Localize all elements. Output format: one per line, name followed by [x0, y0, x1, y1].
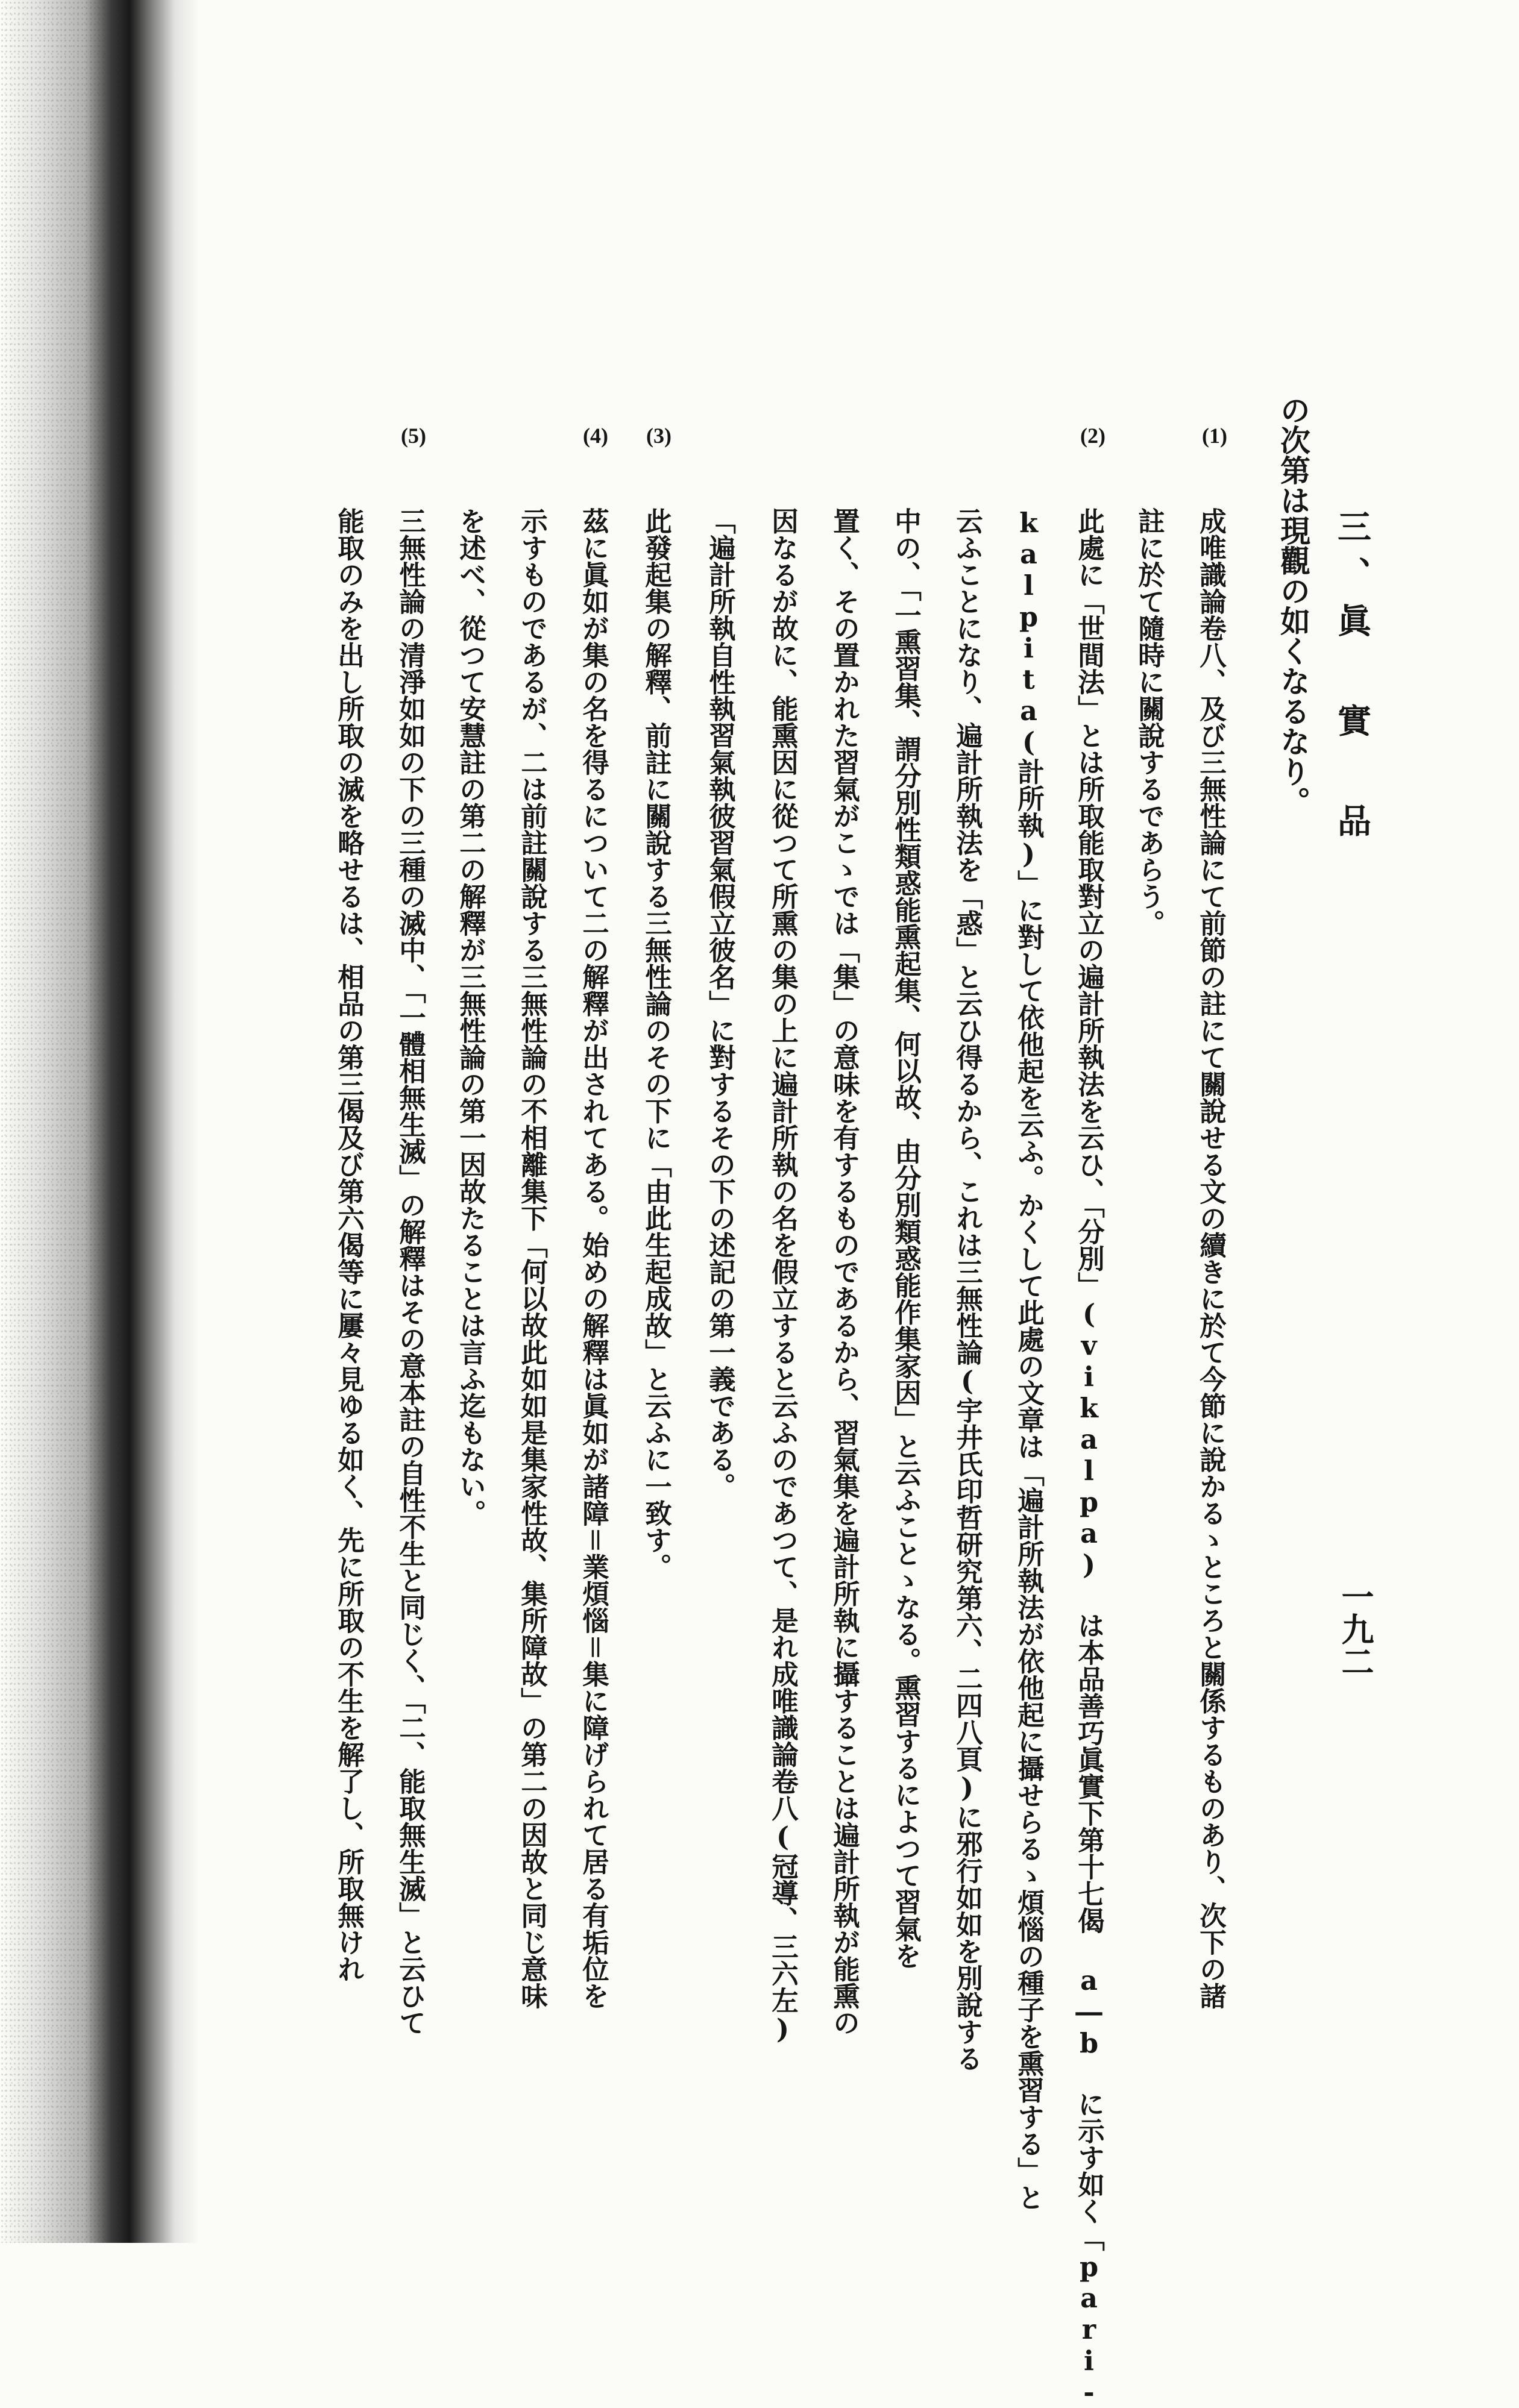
- note-text-column: 茲に眞如が集の名を得るについて二の解釋が出されてある。始めの解釋は眞如が諸障＝業煩惱＝集に障げられて居る有垢位を: [577, 507, 609, 2009]
- note-text-column: 註に於て隨時に關說するであらう。: [1133, 507, 1165, 936]
- note-number-2: (2): [1080, 424, 1105, 448]
- note-text-column: 因なるが故に、能熏因に從つて所熏の集の上に遍計所執の名を假立すると云ふのであつて、是れ成唯識論卷八(冠導、三六左): [767, 507, 799, 2045]
- lead-line: の次第は現觀の如くなるなり。: [1275, 395, 1311, 817]
- note-number-1: (1): [1202, 424, 1227, 448]
- running-title: 三、眞 實 品: [1332, 509, 1372, 850]
- note-text-column: 「遍計所執自性執習氣執彼習氣假立彼名」に對するその下の述記の第一義である。: [704, 507, 736, 1500]
- note-text-column: kalpita(計所執)」に對して依他起を云ふ。かくして此處の文章は「遍計所執法が依他起に攝せらるゝ煩惱の種子を熏習する」と: [1013, 507, 1045, 2211]
- note-text-column: 中の、「一熏習集、謂分別性類惑能熏起集、何以故、由分別類惑能作集家因」と云ふことゝなる。熏習するによつて習氣を: [890, 507, 922, 1969]
- note-text-column: 能取のみを出し所取の滅を略せるは、相品の第三偈及び第六偈等に屢々見ゆる如く、先に所取の不生を解了し、所取無けれ: [333, 507, 365, 1983]
- note-text-column: 示すものであるが、二は前註關說する三無性論の不相離集下「何以故此如如是集家性故、集所障故」の第二の因故と同じ意味: [516, 507, 548, 2009]
- note-text-column: 置く、その置かれた習氣がこゝでは「集」の意味を有するものであるから、習氣集を遍計所執に攝することは遍計所執が能熏の: [828, 507, 860, 2036]
- note-number-3: (3): [646, 424, 671, 448]
- page-number: 一九二: [1336, 1580, 1375, 1678]
- scan-gutter-noise: [0, 0, 121, 2243]
- note-text-column: 此處に「世間法」とは所取能取對立の遍計所執法を云ひ、「分別」(vikalpa) は本品善巧眞實下第十七偈 a―b に示す如く「pari-: [1073, 507, 1105, 2408]
- note-number-5: (5): [401, 424, 426, 448]
- note-text-column: 云ふことになり、遍計所執法を「惑」と云ひ得るから、これは三無性論(宇井氏印哲研究第六、二四八頁)に邪行如如を別說する: [951, 507, 983, 2072]
- note-number-4: (4): [583, 424, 608, 448]
- note-text-column: 三無性論の清淨如如の下の三種の滅中、「一體相無生滅」の解釋はその意本註の自性不生と同じく、「二、能取無生滅」と云ひて: [394, 507, 426, 2036]
- note-text-column: 成唯識論卷八、及び三無性論にて前節の註にて關說せる文の續きに於て今節に說かるゝところと關係するものあり、次下の諸: [1195, 507, 1227, 2009]
- note-text-column: を述べ、從つて安慧註の第二の解釋が三無性論の第一因故たることは言ふ迄もない。: [454, 507, 486, 1526]
- note-text-column: 此發起集の解釋、前註に關說する三無性論のその下に「由此生起成故」と云ふに一致す。: [640, 507, 672, 1580]
